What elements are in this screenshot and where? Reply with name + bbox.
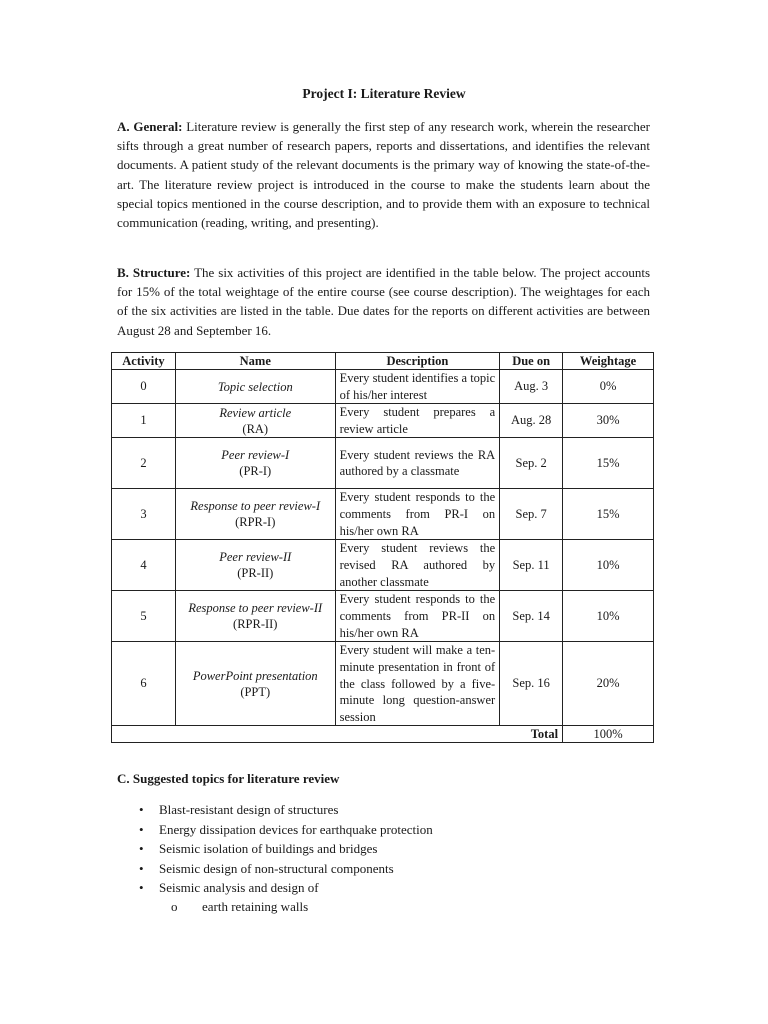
section-structure: [117, 263, 650, 340]
table-row: [112, 438, 654, 489]
activity-name-text: Response to peer review-II: [188, 601, 323, 616]
activity-due: Sep. 2: [500, 438, 563, 489]
activity-abbr: (RPR-II): [233, 617, 278, 632]
table-total-row: [112, 726, 654, 743]
activity-description: Every student will make a ten-minute presentation in front of the class followed by a five-minute long question-answer session: [335, 642, 500, 726]
total-value: 100%: [563, 726, 654, 743]
activity-description: Every student responds to the comments from PR-II on his/her own RA: [335, 591, 500, 642]
activity-name-text: Peer review-II: [219, 550, 292, 565]
activity-due: Aug. 28: [500, 404, 563, 438]
table-row: [112, 404, 654, 438]
activity-weight: 30%: [563, 404, 654, 438]
activity-name: [175, 404, 335, 438]
bullet-icon: •: [139, 880, 144, 896]
activity-name-text: Response to peer review-I: [190, 499, 321, 514]
activity-name-text: Topic selection: [217, 379, 293, 394]
activity-name: [175, 489, 335, 540]
bullet-icon: •: [139, 821, 144, 837]
activity-number: 3: [112, 489, 176, 540]
activity-name: [175, 438, 335, 489]
activity-weight: 15%: [563, 489, 654, 540]
activity-name: [175, 642, 335, 726]
section-topics-heading: C. Suggested topics for literature review: [117, 771, 340, 786]
activity-abbr: (PR-I): [239, 464, 272, 479]
topic-text: Seismic analysis and design of: [159, 880, 319, 896]
activity-weight: 0%: [563, 370, 654, 404]
activity-weight: 10%: [563, 591, 654, 642]
header-weightage: Weightage: [563, 353, 654, 370]
table-row: [112, 642, 654, 726]
activity-number: 4: [112, 540, 176, 591]
activity-number: 2: [112, 438, 176, 489]
activity-due: Sep. 7: [500, 489, 563, 540]
activity-name-text: Review article: [219, 405, 292, 420]
section-general: [117, 117, 650, 232]
activity-due: Sep. 11: [500, 540, 563, 591]
activity-due: Aug. 3: [500, 370, 563, 404]
activity-description: Every student responds to the comments from PR-I on his/her own RA: [335, 489, 500, 540]
section-general-heading: A. General:: [117, 119, 183, 134]
total-label: Total: [112, 726, 563, 743]
topic-text: Seismic isolation of buildings and bridges: [159, 841, 378, 857]
table-row: [112, 370, 654, 404]
activity-weight: 10%: [563, 540, 654, 591]
activity-number: 0: [112, 370, 176, 404]
activity-number: 5: [112, 591, 176, 642]
sub-list-item: [171, 899, 309, 915]
activity-description: Every student identifies a topic of his/her interest: [335, 370, 500, 404]
activity-name: [175, 540, 335, 591]
topic-text: Seismic design of non-structural components: [159, 860, 394, 876]
activity-abbr: (RA): [242, 421, 269, 436]
activity-name-text: Peer review-I: [221, 448, 290, 463]
activities-table: [111, 352, 654, 743]
activity-name: [175, 591, 335, 642]
table-row: [112, 489, 654, 540]
activity-description: Every student reviews the RA authored by a classmate: [335, 438, 500, 489]
bullet-icon: •: [139, 802, 144, 817]
table-header-row: [112, 353, 654, 370]
section-general-text: Literature review is generally the first step of any research work, wherein the researcher sifts through a great number of research papers, reports and dissertations, and identifies the relevant documents. A patient study of the relevant documents is the primary way of knowing the state-of-the-art. The literature review project is introduced in the course to make the students learn about the special topics mentioned in the course description, and to provide them with an exposure to technical communication (reading, writing, and presenting).: [117, 119, 650, 231]
activity-name-text: PowerPoint presentation: [192, 668, 318, 683]
activity-name: [175, 370, 335, 404]
table-row: [112, 540, 654, 591]
bullet-icon: •: [139, 860, 144, 876]
activity-number: 6: [112, 642, 176, 726]
header-name: Name: [175, 353, 335, 370]
list-item: [117, 800, 433, 820]
activity-abbr: (PR-II): [237, 566, 274, 581]
header-due-on: Due on: [500, 353, 563, 370]
topics-list: [117, 800, 433, 898]
sub-bullet-icon: o: [171, 899, 178, 914]
activity-abbr: (RPR-I): [235, 515, 276, 530]
activity-description: Every student prepares a review article: [335, 404, 500, 438]
activity-description: Every student reviews the revised RA authored by another classmate: [335, 540, 500, 591]
activity-number: 1: [112, 404, 176, 438]
table-row: [112, 591, 654, 642]
activity-weight: 20%: [563, 642, 654, 726]
list-item: [117, 859, 433, 879]
section-structure-text: The six activities of this project are identified in the table below. The project accounts for 15% of the total weightage of the entire course (see course description). The weightages for each of the six activities are listed in the table. Due dates for the reports on different activities are between August 28 and September 16.: [117, 265, 650, 338]
header-description: Description: [335, 353, 500, 370]
activity-due: Sep. 14: [500, 591, 563, 642]
sub-topic-text: earth retaining walls: [202, 899, 309, 914]
list-item: [117, 820, 433, 840]
bullet-icon: •: [139, 841, 144, 857]
list-item: [117, 878, 433, 898]
section-structure-heading: B. Structure:: [117, 265, 191, 280]
header-activity: Activity: [112, 353, 176, 370]
activity-abbr: (PPT): [240, 684, 271, 699]
topic-text: Blast-resistant design of structures: [159, 802, 339, 817]
page-title: Project I: Literature Review: [302, 86, 466, 101]
activity-weight: 15%: [563, 438, 654, 489]
activity-due: Sep. 16: [500, 642, 563, 726]
topic-text: Energy dissipation devices for earthquake protection: [159, 821, 433, 837]
list-item: [117, 839, 433, 859]
